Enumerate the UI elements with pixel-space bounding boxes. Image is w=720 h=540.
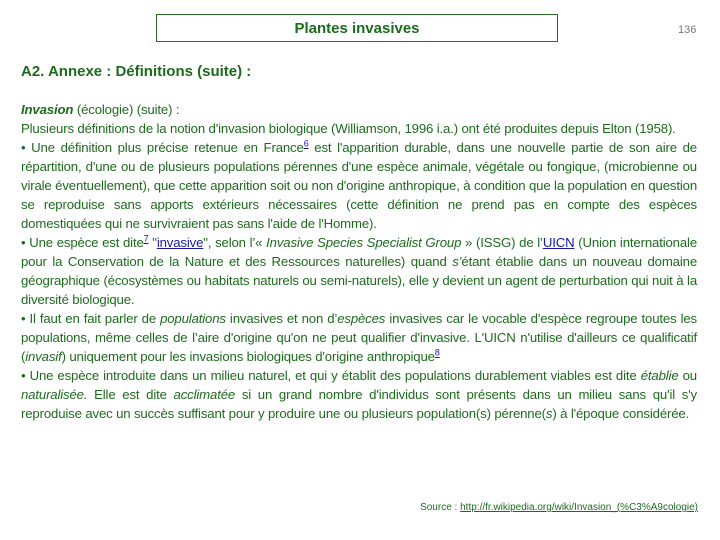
intro-line [21, 100, 697, 119]
text: ", selon l’« [203, 235, 267, 250]
text: " [148, 235, 157, 250]
italic-text: établie [640, 368, 679, 383]
paragraph-1: Plusieurs définitions de la notion d'invasion biologique (Williamson, 1996 i.a.) ont été produites depuis Elton (1958). [21, 121, 676, 136]
term: Invasion [21, 102, 74, 117]
source-label: Source : [420, 502, 461, 513]
text: • Une espèce introduite dans un milieu naturel, et qui y établit des populations durablement viables est dite [21, 368, 641, 383]
document-body [21, 100, 697, 423]
text: invasives car le vocable d'espèce regroupe toutes les populations, même celles de l’aire d'origine qu'on ne peut qualifier d'invasive. L'UICN n'utilise d'ailleurs ce qualificatif ( [21, 311, 697, 364]
uicn-link[interactable]: UICN [542, 235, 575, 250]
text: est l'apparition durable, dans une nouvelle partie de son aire de répartition, d'une ou de plusieurs populations pérennes d'une espèce animale, végétale ou fongique, (microbienne ou virale éventuellement), que cette apparition soit ou non d'origine anthropique, à condition que la population en question se reproduise sans apports extérieurs nécessaires (cette définition ne prend pas en compte des espèces domestiquées qui ne survivraient pas sans l'aide de l'Homme). [21, 140, 697, 231]
page-number: 136 [678, 24, 697, 36]
text: • Une espèce est dite [21, 235, 144, 250]
text: (Union internationale pour la Conservation de la Nature et des Ressources naturelles) quand [21, 235, 698, 269]
paragraph-2 [21, 138, 697, 233]
footnote-link-7[interactable]: 7 [143, 233, 149, 244]
header-title-box [156, 14, 558, 42]
text: si un grand nombre d'individus sont présents dans un milieu sans qu'il s'y reproduise avec un succès suffisant pour y produire une ou plusieurs population(s) pérenne( [21, 387, 698, 421]
text: Elle est dite [87, 387, 174, 402]
text: • Une définition plus précise retenue en France [21, 140, 304, 155]
italic-text: populations [160, 311, 226, 326]
invasive-link[interactable]: invasive [156, 235, 204, 250]
italic-text: Invasive Species Specialist Group [266, 235, 462, 250]
italic-text: s’ [452, 254, 462, 269]
paragraph-4 [21, 309, 697, 366]
text: (écologie) (suite) : [73, 102, 180, 117]
text: • Il faut en fait parler de [21, 311, 161, 326]
text: invasives et non d’ [225, 311, 338, 326]
source-link[interactable]: http://fr.wikipedia.org/wiki/Invasion_(%C3%A9cologie) [460, 502, 698, 513]
text: étant établie dans un nouveau domaine géographique (écosystèmes ou habitats naturels ou semi-naturels), elle y devient un agent de perturbation qui nuit à la diversité biologique. [21, 254, 697, 307]
text: » (ISSG) de l’ [461, 235, 543, 250]
footnote-link-8[interactable]: 8 [434, 347, 440, 358]
italic-text: espèces [337, 311, 386, 326]
source-line [420, 502, 698, 513]
italic-text: invasif [25, 349, 62, 364]
footnote-link-6[interactable]: 6 [303, 138, 309, 149]
paragraph-3 [21, 233, 697, 309]
text: ou [678, 368, 697, 383]
paragraph-5 [21, 366, 697, 423]
header-title: Plantes invasives [294, 20, 420, 37]
italic-text: naturalisée. [21, 387, 88, 402]
italic-text: acclimatée [173, 387, 236, 402]
italic-text: s [545, 406, 553, 421]
section-title: A2. Annexe : Définitions (suite) : [21, 63, 252, 80]
text: ) uniquement pour les invasions biologiques d'origine anthropique [61, 349, 435, 364]
text: ) à l'époque considérée. [552, 406, 690, 421]
